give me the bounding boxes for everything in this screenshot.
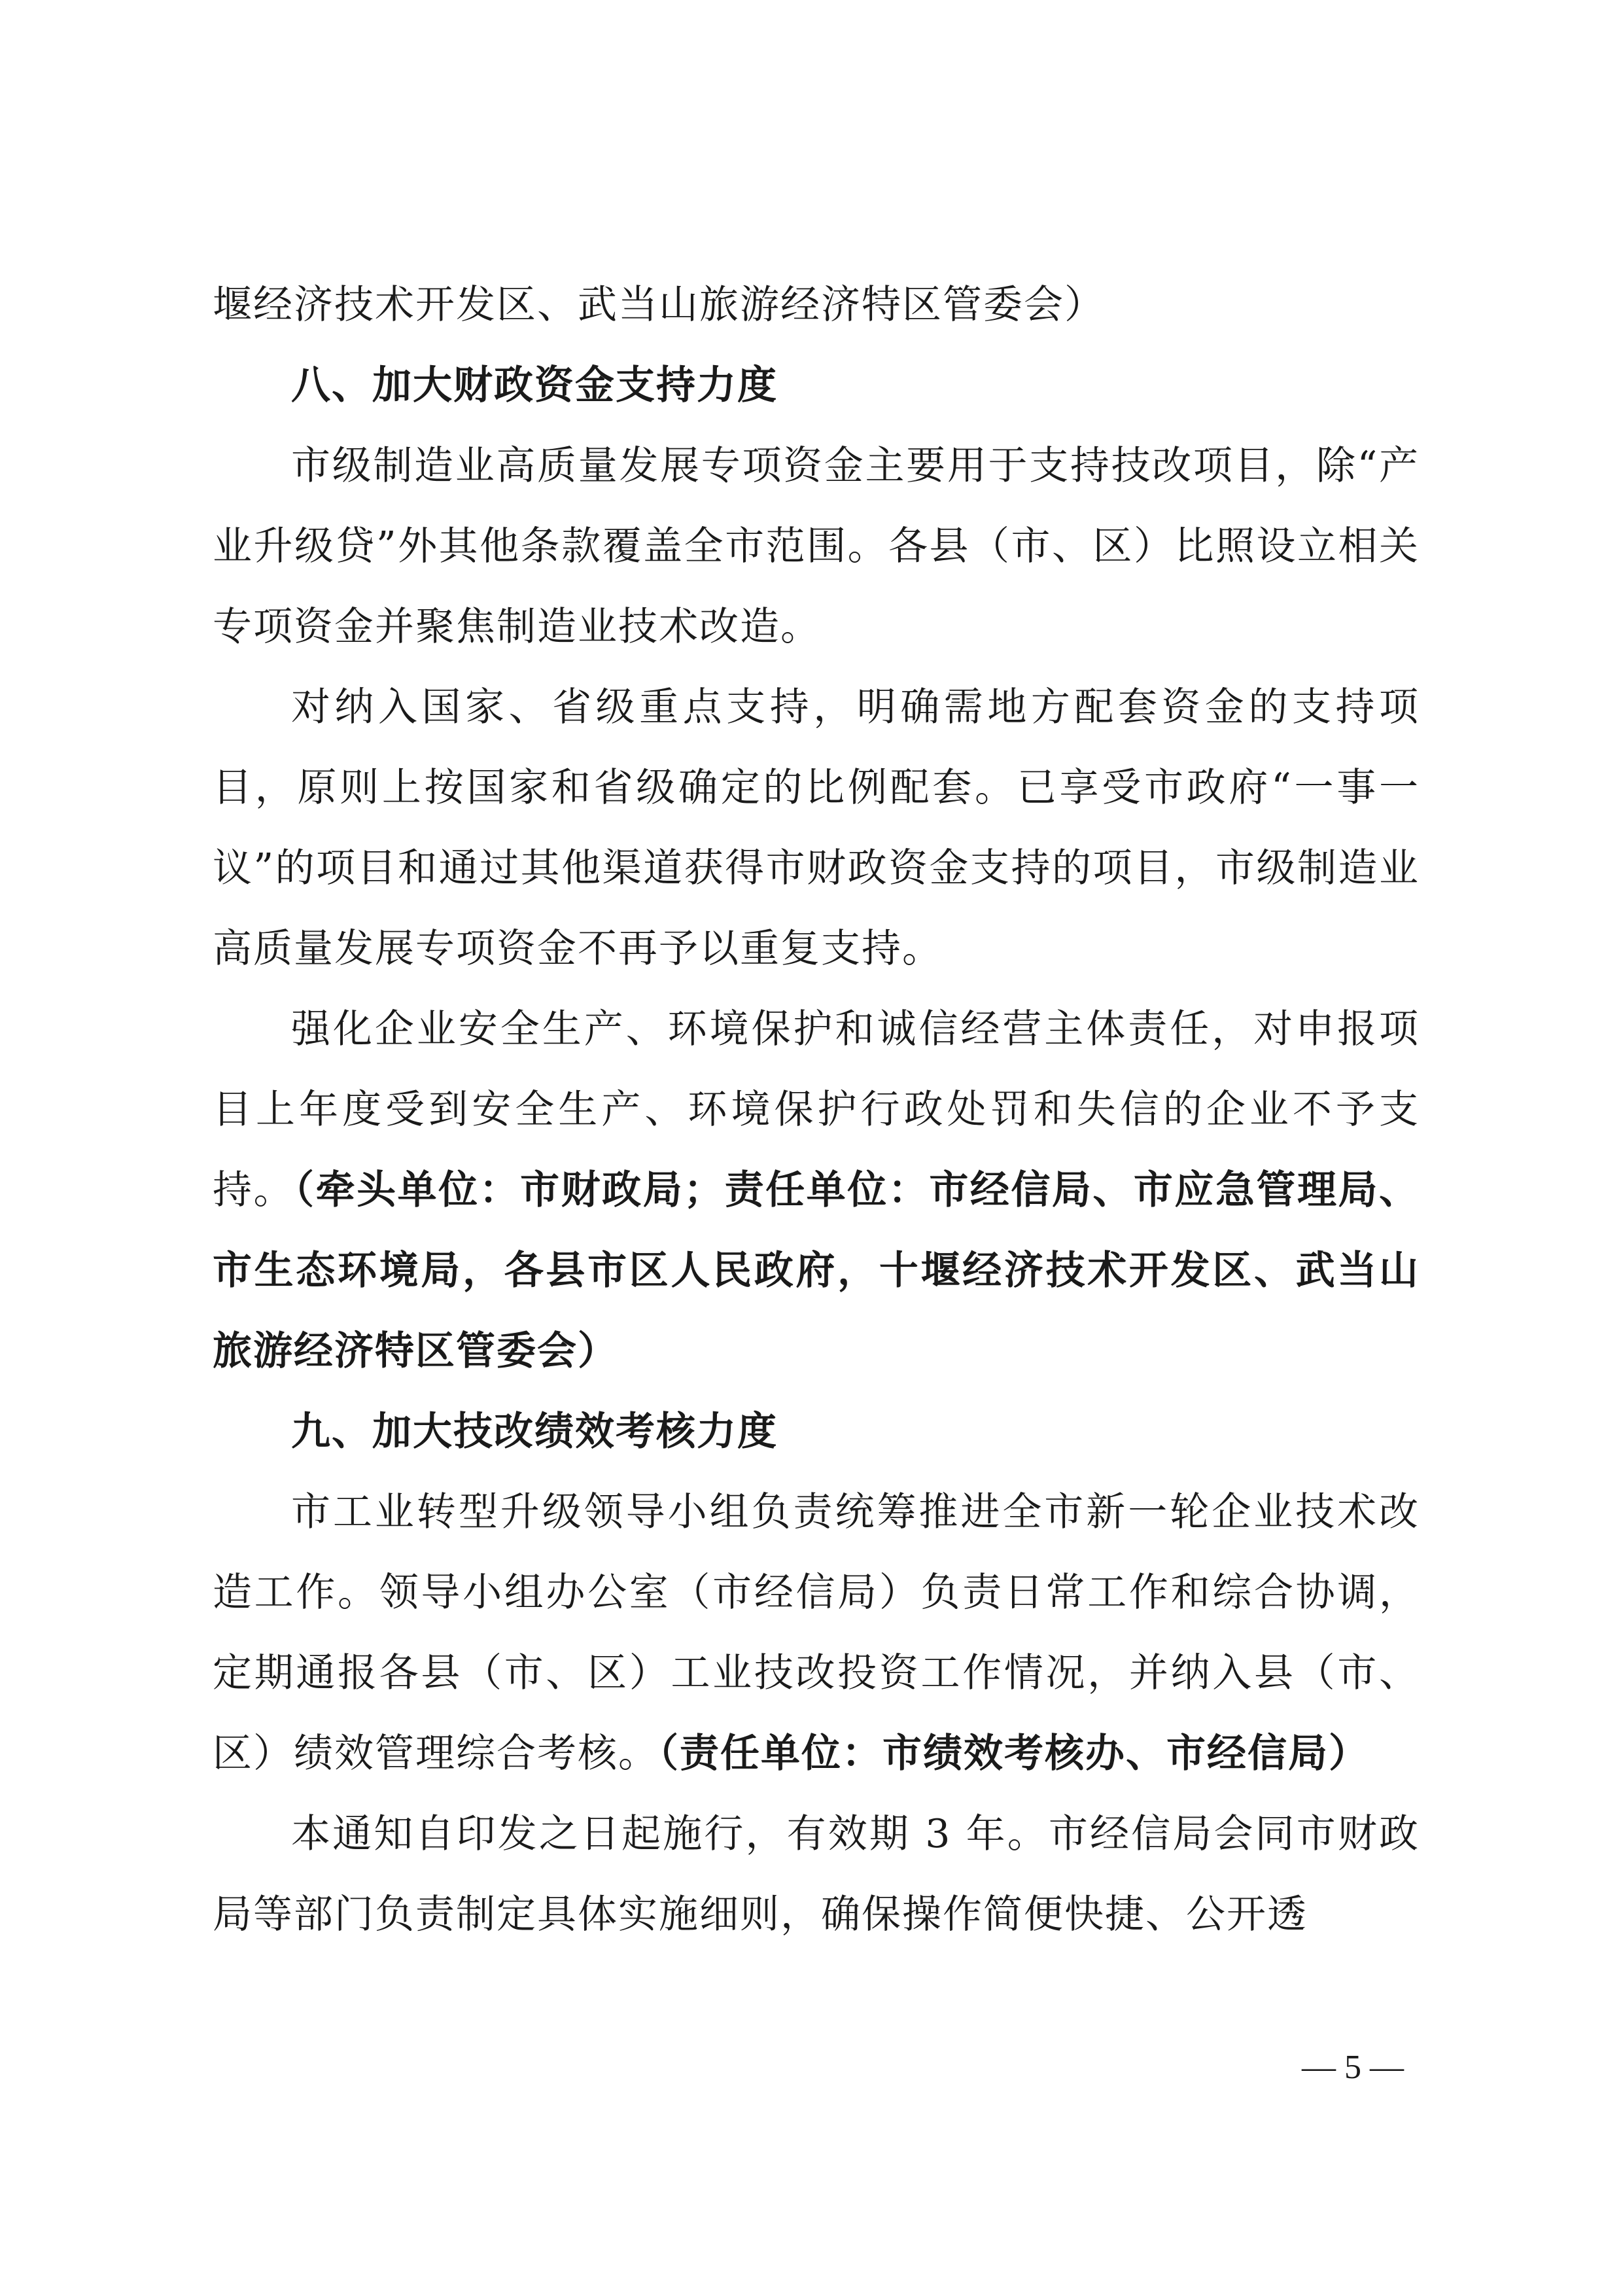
page-number: — 5 — [1302, 2049, 1404, 2086]
paragraph-continuation: 堰经济技术开发区、武当山旅游经济特区管委会） [213, 282, 1105, 328]
paragraph-8-3 [213, 989, 1420, 1392]
responsible-units-8: （牵头单位：市财政局；责任单位：市经信局、市应急管理局、市生态环境局，各县市区人民政府，十堰经济技术开发区、武当山旅游经济特区管委会） [213, 1167, 1420, 1374]
section-heading-8: 八、加大财政资金支持力度 [291, 362, 778, 408]
paragraph-9-1-text: 市工业转型升级领导小组负责统筹推进全市新一轮企业技术改造工作。领导小组办公室（市经信局）负责日常工作和综合协调，定期通报各县（市、区）工业技改投资工作情况，并纳入县（市、区）绩效管理综合考核。 [213, 1489, 1420, 1776]
section-heading-9: 九、加大技改绩效考核力度 [291, 1409, 778, 1455]
paragraph-8-1: 市级制造业高质量发展专项资金主要用于支持技改项目，除“产业升级贷”外其他条款覆盖全市范围。各县（市、区）比照设立相关专项资金并聚焦制造业技术改造。 [213, 443, 1420, 650]
body-text [213, 265, 1420, 1955]
paragraph-9-1 [213, 1472, 1420, 1794]
paragraph-8-2: 对纳入国家、省级重点支持，明确需地方配套资金的支持项目，原则上按国家和省级确定的比例配套。已享受市政府“一事一议”的项目和通过其他渠道获得市财政资金支持的项目，市级制造业高质量发展专项资金不再予以重复支持。 [213, 684, 1420, 972]
paragraph-8-3-text: 强化企业安全生产、环境保护和诚信经营主体责任，对申报项目上年度受到安全生产、环境保护行政处罚和失信的企业不予支持。 [213, 1006, 1420, 1213]
responsible-units-9: （责任单位：市绩效考核办、市经信局） [659, 1731, 1369, 1776]
paragraph-final: 本通知自印发之日起施行，有效期 3 年。市经信局会同市财政局等部门负责制定具体实施细则，确保操作简便快捷、公开透 [213, 1811, 1420, 1937]
